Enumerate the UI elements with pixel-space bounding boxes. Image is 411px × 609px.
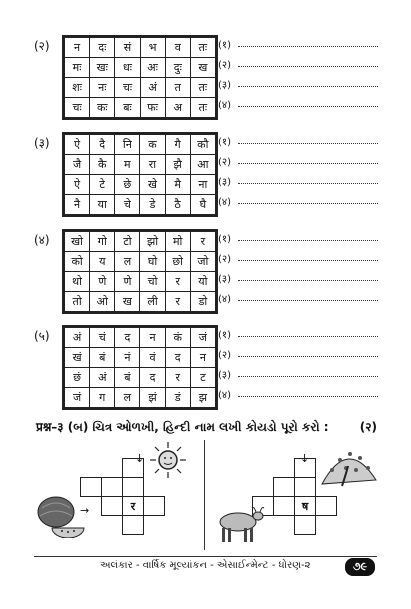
grid-cell[interactable]: कै: [90, 155, 115, 175]
grid-cell[interactable]: रा: [140, 155, 165, 175]
grid-cell[interactable]: झ: [190, 388, 215, 408]
grid-cell[interactable]: जै: [65, 155, 90, 175]
puzzle-number: (४): [34, 233, 50, 247]
grid-cell[interactable]: म: [115, 155, 140, 175]
grid-cell[interactable]: व: [165, 38, 190, 58]
answer-line[interactable]: [218, 229, 378, 247]
grid-cell[interactable]: न: [190, 348, 215, 368]
answer-line[interactable]: [218, 152, 378, 170]
answer-line[interactable]: [218, 249, 378, 267]
grid-cell[interactable]: ऐ: [65, 135, 90, 155]
grid-cell[interactable]: डो: [190, 292, 215, 312]
dotted-answer-line[interactable]: [238, 203, 378, 204]
dotted-answer-line[interactable]: [238, 300, 378, 301]
grid-cell[interactable]: न: [140, 328, 165, 348]
answer-line[interactable]: [218, 289, 378, 307]
grid-cell[interactable]: मः: [65, 58, 90, 78]
grid-cell[interactable]: चं: [90, 328, 115, 348]
grid-cell[interactable]: ट: [190, 368, 215, 388]
grid-cell[interactable]: चः: [65, 98, 90, 118]
grid-cell[interactable]: तः: [190, 78, 215, 98]
grid-cell[interactable]: दै: [90, 135, 115, 155]
watermelon-icon: [34, 490, 86, 538]
answer-number: (३): [218, 370, 232, 381]
dotted-answer-line[interactable]: [238, 46, 378, 47]
answer-number: (१): [218, 40, 232, 51]
grid-cell[interactable]: अं: [140, 78, 165, 98]
dotted-answer-line[interactable]: [238, 86, 378, 87]
answer-line[interactable]: [218, 325, 378, 343]
cw-cell[interactable]: [295, 516, 316, 535]
grid-cell[interactable]: अं: [65, 328, 90, 348]
grid-cell[interactable]: ऐ: [65, 175, 90, 195]
dotted-answer-line[interactable]: [238, 163, 378, 164]
answer-number: (२): [218, 60, 232, 71]
grid-cell[interactable]: या: [90, 195, 115, 215]
grid-cell[interactable]: द: [115, 328, 140, 348]
grid-cell[interactable]: णे: [90, 272, 115, 292]
dotted-answer-line[interactable]: [238, 356, 378, 357]
grid-cell[interactable]: अ: [165, 98, 190, 118]
answer-number: (२): [218, 254, 232, 265]
grid-cell[interactable]: बं: [115, 368, 140, 388]
peacock-icon: [318, 440, 378, 492]
dotted-answer-line[interactable]: [238, 376, 378, 377]
arrow-right-icon: →: [80, 504, 90, 517]
dotted-answer-line[interactable]: [238, 396, 378, 397]
grid-cell[interactable]: डे: [140, 195, 165, 215]
grid-cell[interactable]: र: [165, 272, 190, 292]
answer-line[interactable]: [218, 132, 378, 150]
grid-cell[interactable]: वं: [140, 348, 165, 368]
grid-cell[interactable]: नं: [115, 348, 140, 368]
puzzle-number: (२): [34, 39, 50, 53]
grid-cell[interactable]: जं: [65, 388, 90, 408]
answer-number: (२): [218, 157, 232, 168]
grid-cell[interactable]: मो: [165, 232, 190, 252]
letter-grid: [62, 325, 218, 410]
arrow-down-icon: ↓: [135, 452, 145, 465]
grid-cell[interactable]: र: [190, 232, 215, 252]
grid-cell[interactable]: त: [165, 78, 190, 98]
cw-cell[interactable]: [123, 516, 144, 535]
cw-cell[interactable]: [102, 478, 123, 497]
grid-cell[interactable]: गो: [90, 232, 115, 252]
grid-cell[interactable]: दुः: [165, 58, 190, 78]
cw-cell[interactable]: [123, 478, 144, 497]
arrow-down-icon: ↓: [300, 452, 310, 465]
grid-cell[interactable]: ख: [190, 58, 215, 78]
answer-number: (१): [218, 330, 232, 341]
grid-cell[interactable]: मै: [165, 175, 190, 195]
grid-cell[interactable]: थो: [65, 272, 90, 292]
grid-cell[interactable]: भ: [140, 38, 165, 58]
grid-cell[interactable]: टे: [90, 175, 115, 195]
dotted-answer-line[interactable]: [238, 240, 378, 241]
answer-number: (४): [218, 390, 232, 401]
answer-line[interactable]: [218, 55, 378, 73]
dotted-answer-line[interactable]: [238, 336, 378, 337]
grid-cell[interactable]: गै: [165, 135, 190, 155]
answer-number: (३): [218, 177, 232, 188]
letter-grid: [62, 132, 218, 217]
grid-cell[interactable]: खः: [90, 58, 115, 78]
answer-line[interactable]: [218, 385, 378, 403]
dotted-answer-line[interactable]: [238, 260, 378, 261]
cw-cell[interactable]: [295, 478, 316, 497]
grid-cell[interactable]: घै: [190, 195, 215, 215]
grid-cell[interactable]: द: [165, 348, 190, 368]
grid-cell[interactable]: तः: [190, 38, 215, 58]
answer-number: (१): [218, 234, 232, 245]
grid-cell[interactable]: नै: [65, 195, 90, 215]
puzzle-number: (५): [34, 329, 50, 343]
grid-cell[interactable]: छे: [115, 175, 140, 195]
grid-cell[interactable]: नि: [115, 135, 140, 155]
grid-cell[interactable]: ली: [140, 292, 165, 312]
grid-cell[interactable]: अः: [140, 58, 165, 78]
grid-cell[interactable]: सं: [115, 38, 140, 58]
grid-cell[interactable]: शः: [65, 78, 90, 98]
grid-cell[interactable]: क: [140, 135, 165, 155]
grid-cell[interactable]: छं: [65, 368, 90, 388]
grid-cell[interactable]: डं: [165, 388, 190, 408]
grid-cell[interactable]: खं: [65, 348, 90, 368]
grid-cell[interactable]: र: [165, 368, 190, 388]
answer-number: (२): [218, 350, 232, 361]
grid-cell[interactable]: नः: [90, 78, 115, 98]
answer-number: (१): [218, 137, 232, 148]
grid-cell[interactable]: न: [65, 38, 90, 58]
grid-cell[interactable]: ल: [115, 252, 140, 272]
grid-cell[interactable]: आ: [190, 155, 215, 175]
grid-cell[interactable]: ल: [115, 388, 140, 408]
grid-cell[interactable]: झै: [165, 155, 190, 175]
answer-number: (४): [218, 100, 232, 111]
grid-cell[interactable]: द: [140, 368, 165, 388]
cw-letter-left: र: [123, 497, 144, 516]
letter-grid: [62, 229, 218, 314]
grid-cell[interactable]: ठै: [165, 195, 190, 215]
answer-line[interactable]: [218, 345, 378, 363]
cw-cell[interactable]: [144, 497, 165, 516]
grid-cell[interactable]: ओ: [90, 292, 115, 312]
sun-icon: [148, 440, 188, 480]
divider: [204, 440, 205, 550]
grid-cell[interactable]: बं: [90, 348, 115, 368]
cw-letter-right: ष: [295, 497, 316, 516]
grid-cell[interactable]: य: [90, 252, 115, 272]
answer-number: (४): [218, 197, 232, 208]
cw-cell[interactable]: [274, 478, 295, 497]
answer-number: (४): [218, 294, 232, 305]
answer-line[interactable]: [218, 172, 378, 190]
grid-cell[interactable]: कौ: [190, 135, 215, 155]
grid-cell[interactable]: धः: [115, 58, 140, 78]
answer-line[interactable]: [218, 95, 378, 113]
grid-cell[interactable]: खे: [140, 175, 165, 195]
grid-cell[interactable]: तो: [65, 292, 90, 312]
grid-cell[interactable]: अं: [90, 368, 115, 388]
cw-cell[interactable]: [274, 497, 295, 516]
dotted-answer-line[interactable]: [238, 66, 378, 67]
dotted-answer-line[interactable]: [238, 106, 378, 107]
cw-cell[interactable]: [102, 497, 123, 516]
page-number: ૭૯: [345, 558, 375, 576]
answer-line[interactable]: [218, 269, 378, 287]
grid-cell[interactable]: छो: [165, 252, 190, 272]
cw-cell[interactable]: [316, 497, 337, 516]
grid-cell[interactable]: झं: [140, 388, 165, 408]
answer-line[interactable]: [218, 35, 378, 53]
dotted-answer-line[interactable]: [238, 143, 378, 144]
letter-grid: [62, 35, 218, 120]
answer-number: (३): [218, 274, 232, 285]
footer-line: [34, 556, 377, 557]
question-3-marks: (२): [359, 420, 377, 434]
grid-cell[interactable]: कः: [90, 98, 115, 118]
grid-cell[interactable]: दः: [90, 38, 115, 58]
grid-cell[interactable]: फः: [140, 98, 165, 118]
dotted-answer-line[interactable]: [238, 183, 378, 184]
grid-cell[interactable]: चो: [140, 272, 165, 292]
grid-cell[interactable]: र: [165, 292, 190, 312]
answer-line[interactable]: [218, 365, 378, 383]
grid-cell[interactable]: टो: [115, 232, 140, 252]
grid-cell[interactable]: झो: [140, 232, 165, 252]
grid-cell[interactable]: जो: [190, 252, 215, 272]
grid-cell[interactable]: चे: [115, 195, 140, 215]
grid-cell[interactable]: बः: [115, 98, 140, 118]
footer-text: અલંકાર - વાર્ષિક મૂલ્યાંકન - એસાઈન્મેન્ટ - ધોરણ-૨: [100, 560, 311, 571]
answer-number: (३): [218, 80, 232, 91]
grid-cell[interactable]: घो: [140, 252, 165, 272]
grid-cell[interactable]: खो: [65, 232, 90, 252]
dotted-answer-line[interactable]: [238, 280, 378, 281]
grid-cell[interactable]: तः: [190, 98, 215, 118]
puzzle-number: (३): [34, 136, 50, 150]
grid-cell[interactable]: ना: [190, 175, 215, 195]
grid-cell[interactable]: णे: [115, 272, 140, 292]
grid-cell[interactable]: ग: [90, 388, 115, 408]
question-3-title: प्रश्न–३ (બ) ચિત્ર ઓળખી, હિન્દી નામ લખી કોયડો પૂરો કરો :: [36, 420, 329, 434]
grid-cell[interactable]: ख: [115, 292, 140, 312]
grid-cell[interactable]: जं: [190, 328, 215, 348]
grid-cell[interactable]: चः: [115, 78, 140, 98]
grid-cell[interactable]: कं: [165, 328, 190, 348]
answer-line[interactable]: [218, 192, 378, 210]
grid-cell[interactable]: को: [65, 252, 90, 272]
grid-cell[interactable]: यो: [190, 272, 215, 292]
cow-icon: [210, 500, 266, 548]
answer-line[interactable]: [218, 75, 378, 93]
